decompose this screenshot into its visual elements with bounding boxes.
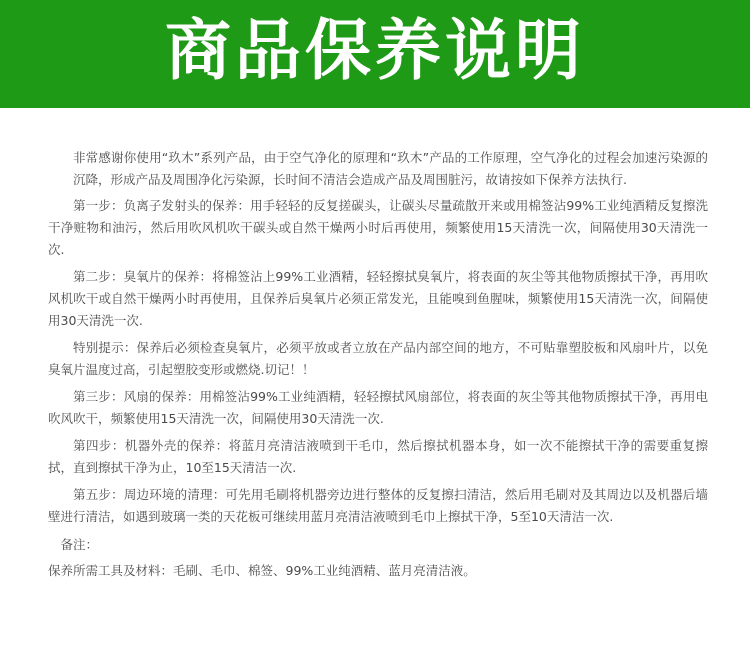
- step-1-paragraph: 第一步：负离子发射头的保养：用手轻轻的反复搓碳头，让碳头尽量疏散开来或用棉签沾99%工业纯酒精反复擦洗干净赃物和油污，然后用吹风机吹干碳头或自然干燥两小时后再使用，频繁使用15天清洗一次，间隔使用30天清洗一次.: [48, 198, 708, 257]
- step-4-paragraph: 第四步：机器外壳的保养：将蓝月亮清洁液喷到干毛巾，然后擦拭机器本身，如一次不能擦拭干净的需要重复擦拭，直到擦拭干净为止，10至15天清洁一次.: [48, 438, 708, 475]
- tools-materials-list: 保养所需工具及材料：毛刷、毛巾、棉签、99%工业纯酒精、蓝月亮清洁液。: [48, 563, 476, 578]
- step-5-paragraph: 第五步：周边环境的清理：可先用毛刷将机器旁边进行整体的反复擦扫清洁，然后用毛刷对及其周边以及机器后墙壁进行清洁，如遇到玻璃一类的天花板可继续用蓝月亮清洁液喷到毛巾上擦拭干净，5至10天清洁一次.: [48, 487, 708, 524]
- header-banner: [0, 0, 750, 108]
- step-2-paragraph: 第二步：臭氧片的保养：将棉签沾上99%工业酒精，轻轻擦拭臭氧片，将表面的灰尘等其他物质擦拭干净，再用吹风机吹干或自然干燥两小时再使用，且保养后臭氧片必须正常发光，且能嗅到鱼腥味，频繁使用15天清洗一次，间隔使用30天清洗一次.: [48, 269, 708, 328]
- special-tip-paragraph: 特别提示：保养后必须检查臭氧片，必须平放或者立放在产品内部空间的地方，不可贴靠塑胶板和风扇叶片，以免臭氧片温度过高，引起塑胶变形或燃烧.切记！！: [48, 340, 708, 377]
- step-3-paragraph: 第三步：风扇的保养：用棉签沾99%工业纯酒精，轻轻擦拭风扇部位，将表面的灰尘等其他物质擦拭干净，再用电吹风吹干，频繁使用15天清洗一次，间隔使用30天清洗一次.: [48, 389, 708, 426]
- maintenance-instructions: [48, 147, 708, 582]
- intro-paragraph: 非常感谢你使用“玖木”系列产品，由于空气净化的原理和“玖木”产品的工作原理，空气净化的过程会加速污染源的沉降，形成产品及周围净化污染源，长时间不清洁会造成产品及周围脏污，故请按如下保养方法执行.: [73, 150, 708, 187]
- page-title: 商品保养说明: [165, 12, 585, 89]
- note-label: 备注：: [60, 537, 99, 552]
